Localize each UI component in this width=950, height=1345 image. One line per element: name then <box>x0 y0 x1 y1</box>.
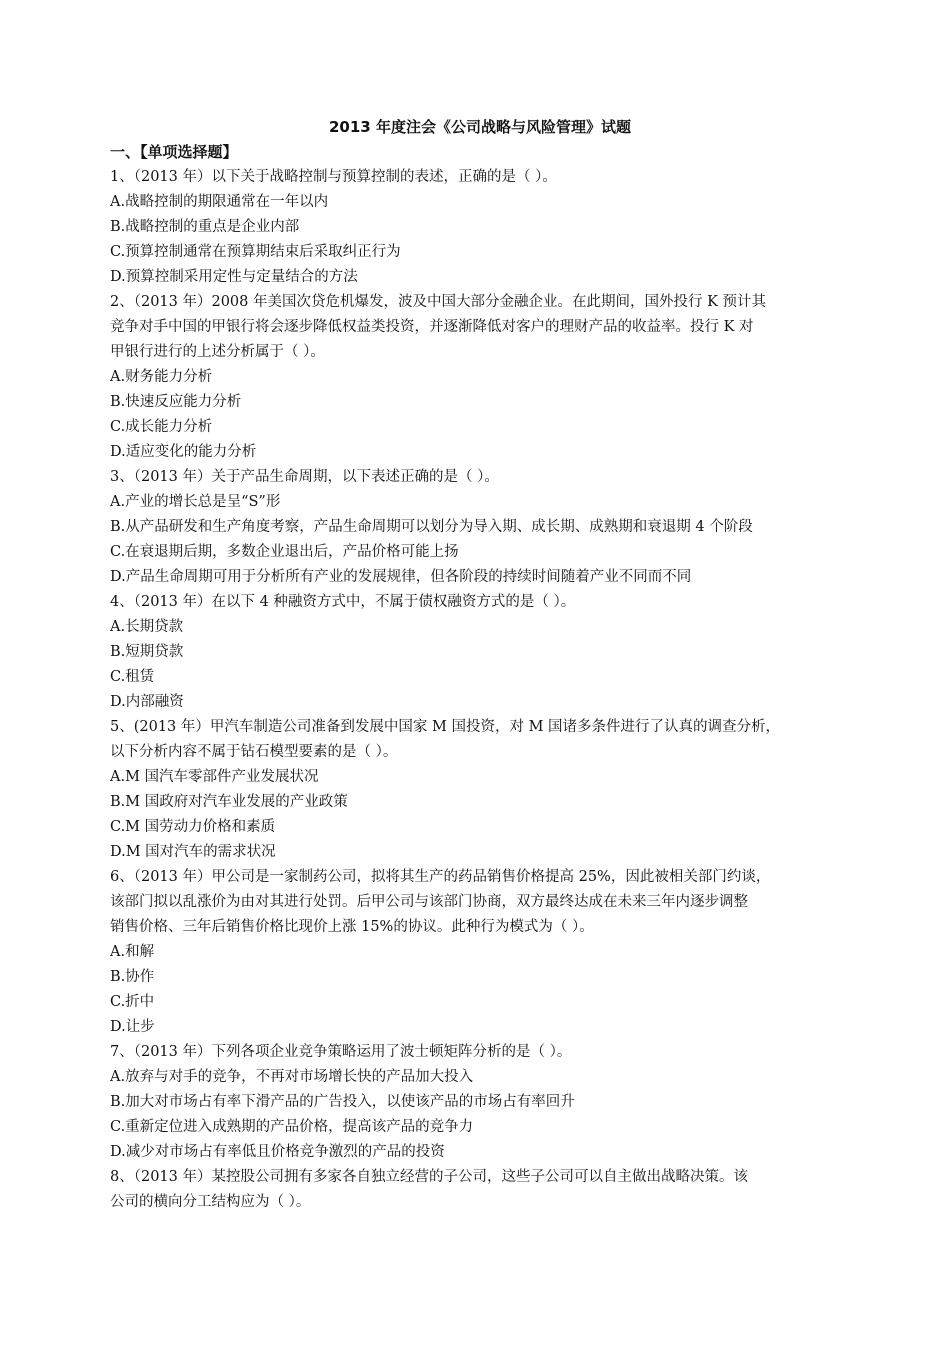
answer-option: B.快速反应能力分析 <box>110 394 242 410</box>
question-list <box>110 165 850 1215</box>
question-stem-line: 销售价格、三年后销售价格比现价上涨 15%的协议。此种行为模式为（ ）。 <box>110 919 594 935</box>
answer-option: A.战略控制的期限通常在一年以内 <box>110 194 329 210</box>
question-stem-line: 公司的横向分工结构应为（ ）。 <box>110 1194 311 1210</box>
question-stem-line: 8、（2013 年）某控股公司拥有多家各自独立经营的子公司，这些子公司可以自主做出战略决策。该 <box>110 1169 748 1185</box>
document-page <box>110 115 850 1215</box>
answer-option: C.预算控制通常在预算期结束后采取纠正行为 <box>110 244 401 260</box>
answer-option: D.适应变化的能力分析 <box>110 444 257 460</box>
answer-option: D.减少对市场占有率低且价格竞争激烈的产品的投资 <box>110 1144 445 1160</box>
answer-option: C.成长能力分析 <box>110 419 213 435</box>
answer-option: C.折中 <box>110 994 155 1010</box>
question-stem-line: 以下分析内容不属于钻石模型要素的是（ ）。 <box>110 744 398 760</box>
question-2 <box>110 290 850 465</box>
answer-option: B.从产品研发和生产角度考察，产品生命周期可以划分为导入期、成长期、成熟期和衰退期 4 个阶段 <box>110 519 753 535</box>
answer-option: D.预算控制采用定性与定量结合的方法 <box>110 269 358 285</box>
answer-option: A.财务能力分析 <box>110 369 213 385</box>
question-stem-line: 竞争对手中国的甲银行将会逐步降低权益类投资，并逐渐降低对客户的理财产品的收益率。投行 K 对 <box>110 319 754 335</box>
answer-option: A.M 国汽车零部件产业发展状况 <box>110 769 319 785</box>
answer-option: A.长期贷款 <box>110 619 184 635</box>
answer-option: A.放弃与对手的竞争，不再对市场增长快的产品加大投入 <box>110 1069 474 1085</box>
answer-option: C.租赁 <box>110 669 155 685</box>
answer-option: A.产业的增长总是呈“S”形 <box>110 494 281 510</box>
question-stem-line: 3、（2013 年）关于产品生命周期，以下表述正确的是（ ）。 <box>110 469 499 485</box>
question-stem-line: 7、（2013 年）下列各项企业竞争策略运用了波士顿矩阵分析的是（ ）。 <box>110 1044 572 1060</box>
answer-option: B.M 国政府对汽车业发展的产业政策 <box>110 794 348 810</box>
answer-option: C.重新定位进入成熟期的产品价格，提高该产品的竞争力 <box>110 1119 474 1135</box>
question-stem-line: 6、（2013 年）甲公司是一家制药公司，拟将其生产的药品销售价格提高 25%，因此被相关部门约谈， <box>110 869 771 885</box>
answer-option: B.协作 <box>110 969 155 985</box>
answer-option: D.产品生命周期可用于分析所有产业的发展规律，但各阶段的持续时间随着产业不同而不同 <box>110 569 692 585</box>
question-stem-line: 1、（2013 年）以下关于战略控制与预算控制的表述，正确的是（ ）。 <box>110 169 557 185</box>
document-title: 2013 年度注会《公司战略与风险管理》试题 <box>329 118 631 136</box>
answer-option: A.和解 <box>110 944 155 960</box>
question-3 <box>110 465 850 590</box>
answer-option: D.内部融资 <box>110 694 184 710</box>
answer-option: B.加大对市场占有率下滑产品的广告投入，以使该产品的市场占有率回升 <box>110 1094 575 1110</box>
question-7 <box>110 1040 850 1165</box>
question-stem-line: 5、(2013 年）甲汽车制造公司准备到发展中国家 M 国投资，对 M 国诸多条件进行了认真的调查分析， <box>110 719 781 735</box>
question-stem-line: 甲银行进行的上述分析属于（ ）。 <box>110 344 325 360</box>
question-stem-line: 4、（2013 年）在以下 4 种融资方式中，不属于债权融资方式的是（ ）。 <box>110 594 576 610</box>
answer-option: C.M 国劳动力价格和素质 <box>110 819 276 835</box>
answer-option: B.战略控制的重点是企业内部 <box>110 219 300 235</box>
answer-option: D.让步 <box>110 1019 155 1035</box>
section-heading: 一、【单项选择题】 <box>110 143 238 161</box>
question-4 <box>110 590 850 715</box>
question-6 <box>110 865 850 1040</box>
question-8 <box>110 1165 850 1215</box>
answer-option: C.在衰退期后期，多数企业退出后，产品价格可能上扬 <box>110 544 459 560</box>
answer-option: D.M 国对汽车的需求状况 <box>110 844 276 860</box>
question-5 <box>110 715 850 865</box>
question-1 <box>110 165 850 290</box>
question-stem-line: 2、（2013 年）2008 年美国次贷危机爆发，波及中国大部分金融企业。在此期间，国外投行 K 预计其 <box>110 294 767 310</box>
answer-option: B.短期贷款 <box>110 644 184 660</box>
question-stem-line: 该部门拟以乱涨价为由对其进行处罚。后甲公司与该部门协商，双方最终达成在未来三年内逐步调整 <box>110 894 748 910</box>
